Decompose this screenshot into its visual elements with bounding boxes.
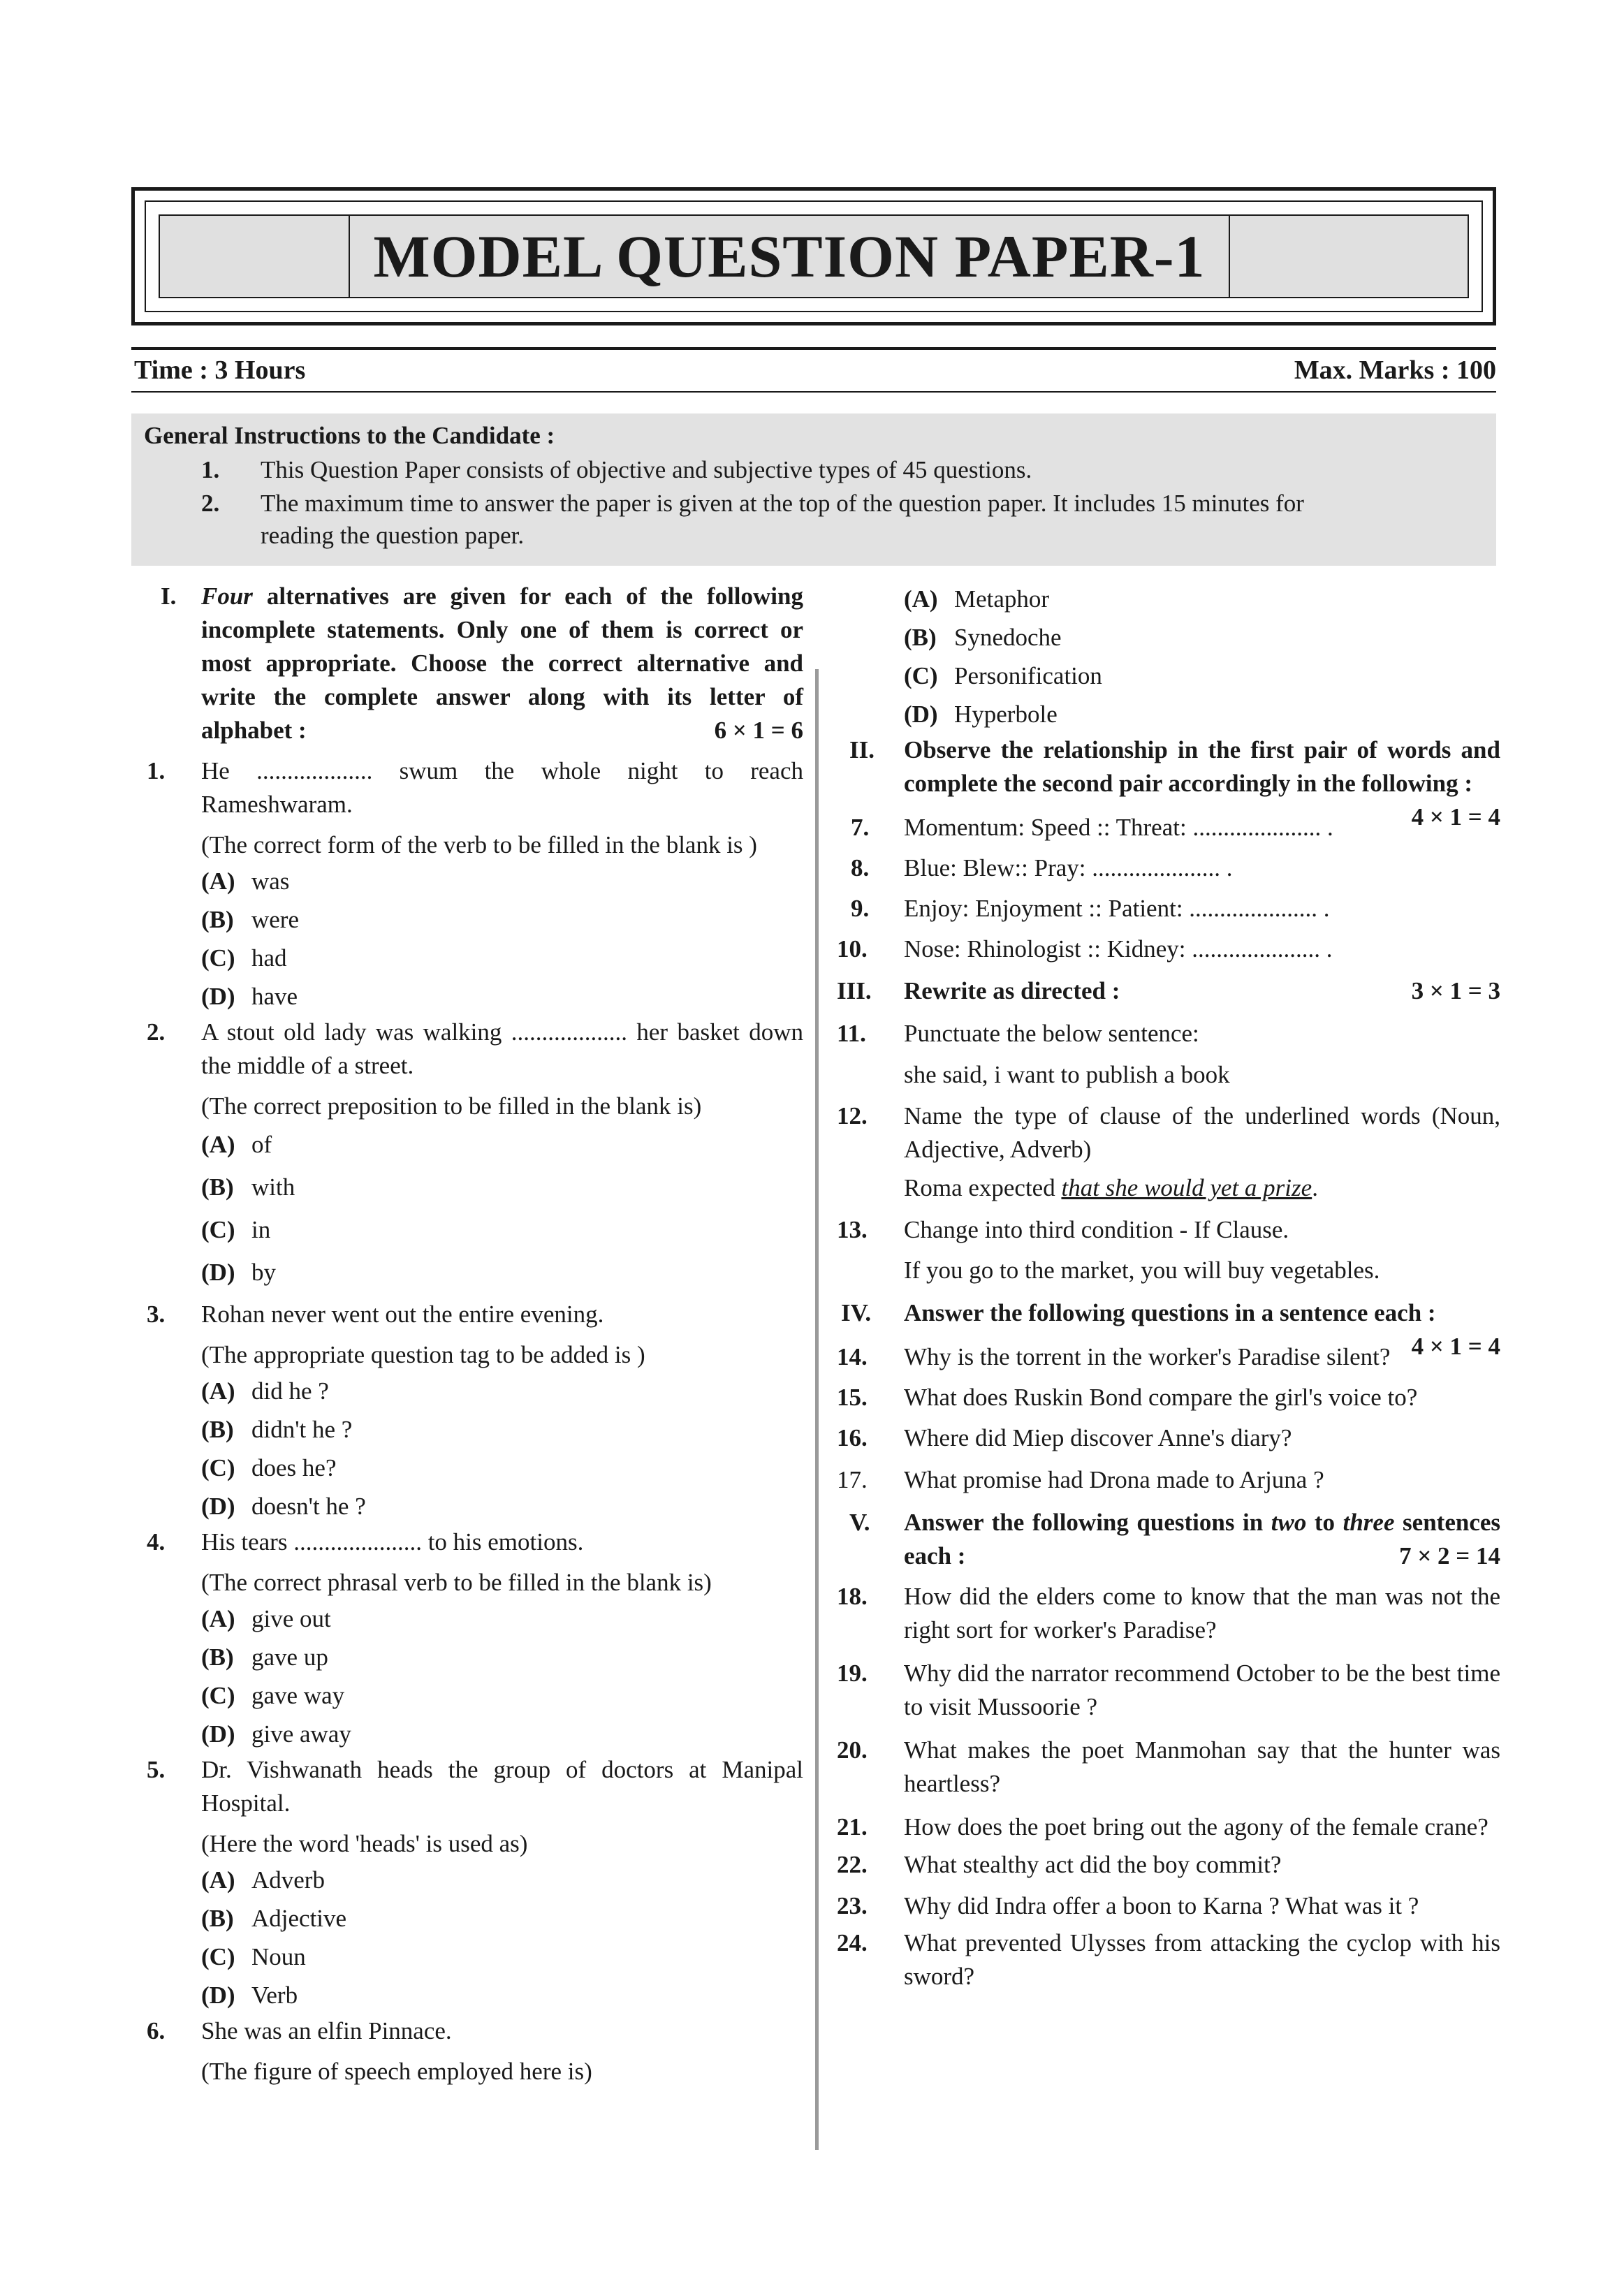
underlined-clause: that she would yet a prize [1061, 1174, 1312, 1201]
option-letter: (A) [201, 1377, 235, 1405]
question-number: 18. [837, 1583, 868, 1610]
question-11 [837, 1013, 1500, 1055]
option [201, 1410, 803, 1449]
option-text: Personification [954, 662, 1102, 689]
section-heading [147, 580, 803, 747]
question-number: 3. [147, 1301, 166, 1328]
section-number: IV. [841, 1299, 872, 1326]
question-15 [837, 1377, 1500, 1418]
option [201, 1166, 803, 1208]
section-marks: 4 × 1 = 4 [1411, 803, 1500, 830]
question-text: Blue: Blew:: Pray: ..................... . [904, 854, 1233, 881]
question-text: What stealthy act did the boy commit? [904, 1851, 1282, 1878]
question-22 [837, 1844, 1500, 1886]
section-marks: 6 × 1 = 6 [714, 717, 803, 744]
option [201, 939, 803, 977]
option-letter: (A) [201, 1866, 235, 1894]
question-note: she said, i want to publish a book [904, 1061, 1230, 1088]
question-note: (The correct phrasal verb to be filled in the blank is) [201, 1569, 712, 1596]
question-number: 15. [837, 1384, 868, 1411]
option [201, 1487, 803, 1525]
option [201, 1208, 803, 1251]
section-number: I. [161, 583, 177, 610]
section-lead-italic: Four [201, 583, 253, 610]
question-17 [837, 1458, 1500, 1502]
question-text: Where did Miep discover Anne's diary? [904, 1424, 1292, 1451]
question-note: (Here the word 'heads' is used as) [201, 1830, 528, 1857]
question-note: (The correct preposition to be filled in the blank is) [201, 1092, 702, 1120]
question-number: 1. [147, 757, 166, 784]
option-letter: (B) [201, 1905, 234, 1932]
option-text: doesn't he ? [251, 1493, 366, 1520]
section-text: Answer the following questions in [904, 1509, 1264, 1536]
question-14 [837, 1337, 1500, 1377]
question-note: (The appropriate question tag to be added is ) [201, 1341, 645, 1368]
instruction-number: 2. [201, 490, 220, 517]
section-text: alternatives are given for each of the following incomplete statements. Only one of them is correct or most appropriate. Choose the correct alternative and write the complete answer along with its letter of alphabet : [201, 583, 803, 744]
option-text: with [251, 1173, 295, 1201]
option-letter: (D) [201, 983, 235, 1010]
question-text: What prevented Ulysses from attacking the cyclop with his sword? [904, 1929, 1500, 1990]
question-note: (The correct form of the verb to be filled in the blank is ) [201, 831, 757, 858]
option-letter: (D) [201, 1259, 235, 1286]
question-23 [837, 1886, 1500, 1926]
option-letter: (C) [201, 1682, 235, 1709]
option-text: gave up [251, 1644, 328, 1671]
section-heading [837, 969, 1500, 1013]
question-text: His tears ..................... to his emotions. [201, 1528, 584, 1555]
question-number: 19. [837, 1660, 868, 1687]
option [904, 695, 1500, 733]
max-marks-label: Max. Marks : 100 [1294, 356, 1496, 385]
question-number: 23. [837, 1892, 868, 1919]
meta-top-rule [131, 347, 1496, 350]
title-cell [349, 214, 1230, 298]
option-text: in [251, 1216, 271, 1243]
left-column [147, 580, 803, 2088]
instructions-box [131, 413, 1496, 566]
question-text: Momentum: Speed :: Threat: ..................... . [904, 814, 1333, 841]
option [201, 1599, 803, 1638]
question-text: A stout old lady was walking ................... her basket down the middle of a street. [201, 1018, 803, 1079]
question-text: What makes the poet Manmohan say that the hunter was heartless? [904, 1736, 1500, 1797]
question-number: 21. [837, 1813, 868, 1840]
option-letter: (C) [904, 662, 938, 689]
question-number: 20. [837, 1736, 868, 1764]
title-frame-inner [145, 200, 1483, 312]
question-10 [837, 929, 1500, 969]
option-text: Hyperbole [954, 701, 1058, 728]
question-12 [837, 1099, 1500, 1166]
question-number: 14. [837, 1343, 868, 1370]
question-number: 7. [851, 814, 870, 841]
option [201, 1715, 803, 1753]
question-21 [837, 1810, 1500, 1844]
instruction-text: The maximum time to answer the paper is given at the top of the question paper. It includes 15 minutes for [261, 490, 1304, 517]
section-marks: 4 × 1 = 4 [1411, 1333, 1500, 1360]
question-1 [147, 754, 803, 821]
question-9 [837, 888, 1500, 929]
question-5 [147, 1753, 803, 1820]
note-text: . [1312, 1174, 1318, 1201]
option-letter: (A) [201, 1605, 235, 1632]
option-letter: (C) [201, 944, 235, 972]
option-text: had [251, 944, 287, 972]
option [201, 1372, 803, 1410]
question-text: He ................... swum the whole night to reach Rameshwaram. [201, 757, 803, 818]
section-text: to [1314, 1509, 1336, 1536]
option-text: gave way [251, 1682, 345, 1709]
section-text-italic: three [1343, 1509, 1395, 1536]
question-note: If you go to the market, you will buy vegetables. [904, 1257, 1380, 1284]
section-marks: 7 × 2 = 14 [1399, 1542, 1500, 1569]
option-text: does he? [251, 1454, 337, 1481]
question-number: 5. [147, 1756, 166, 1783]
option-text: didn't he ? [251, 1416, 353, 1443]
column-divider [815, 669, 819, 2150]
note-text: Roma expected [904, 1174, 1062, 1201]
question-text: Enjoy: Enjoyment :: Patient: ..................... . [904, 895, 1330, 922]
question-18 [837, 1580, 1500, 1647]
option-text: of [251, 1131, 272, 1158]
section-heading [837, 1506, 1500, 1573]
option [201, 1938, 803, 1976]
section-number: III. [837, 977, 872, 1004]
option [201, 900, 803, 939]
section-text: Answer the following questions in a sentence each : [904, 1299, 1436, 1326]
option-text: was [251, 868, 290, 895]
option [201, 1899, 803, 1938]
question-note: (The figure of speech employed here is) [201, 2058, 592, 2085]
question-text: She was an elfin Pinnace. [201, 2017, 452, 2044]
meta-bottom-rule [131, 391, 1496, 393]
title-band [159, 214, 1469, 298]
option-letter: (C) [201, 1454, 235, 1481]
question-number: 17. [837, 1466, 868, 1493]
option-text: Adverb [251, 1866, 325, 1894]
page-title: MODEL QUESTION PAPER-1 [373, 223, 1206, 290]
option-letter: (B) [904, 624, 937, 651]
section-number: II. [849, 736, 875, 763]
option [904, 580, 1500, 618]
question-number: 16. [837, 1424, 868, 1451]
question-7 [837, 807, 1500, 848]
option [201, 1251, 803, 1294]
option-letter: (B) [201, 1416, 234, 1443]
option-letter: (B) [201, 906, 234, 933]
instruction-number: 1. [201, 456, 220, 483]
question-text: Name the type of clause of the underlined words (Noun, Adjective, Adverb) [904, 1102, 1500, 1163]
option-text: Verb [251, 1982, 298, 2009]
option [201, 1861, 803, 1899]
option-text: Adjective [251, 1905, 347, 1932]
question-20 [837, 1734, 1500, 1801]
question-number: 6. [147, 2017, 166, 2044]
option-text: Metaphor [954, 585, 1050, 613]
instruction-text: reading the question paper. [261, 522, 525, 549]
question-number: 10. [837, 935, 868, 962]
question-text: How does the poet bring out the agony of the female crane? [904, 1813, 1488, 1840]
question-note [904, 1166, 1500, 1210]
option-text: Noun [251, 1943, 306, 1970]
question-number: 11. [837, 1020, 866, 1047]
section-text: sentences each : [904, 1509, 1501, 1569]
question-19 [837, 1657, 1500, 1724]
option-letter: (D) [201, 1982, 235, 2009]
option-letter: (A) [201, 868, 235, 895]
question-text: How did the elders come to know that the man was not the right sort for worker's Paradise? [904, 1583, 1500, 1644]
question-text: Punctuate the below sentence: [904, 1020, 1199, 1047]
section-text: Observe the relationship in the first pair of words and complete the second pair accordingly in the following : [904, 736, 1500, 797]
question-number: 13. [837, 1216, 868, 1243]
question-number: 2. [147, 1018, 166, 1046]
question-4 [147, 1525, 803, 1559]
question-6 [147, 2014, 803, 2048]
option-letter: (D) [201, 1720, 235, 1748]
option-letter: (B) [201, 1173, 234, 1201]
option-text: by [251, 1259, 276, 1286]
option [201, 1976, 803, 2014]
question-number: 12. [837, 1102, 868, 1129]
title-frame [131, 187, 1496, 325]
section-text-italic: two [1271, 1509, 1307, 1536]
section-text: Rewrite as directed : [904, 977, 1120, 1004]
question-8 [837, 848, 1500, 888]
option-text: Synedoche [954, 624, 1062, 651]
time-label: Time : 3 Hours [134, 356, 306, 385]
question-text: Rohan never went out the entire evening. [201, 1301, 604, 1328]
question-text: Change into third condition - If Clause. [904, 1216, 1289, 1243]
option [904, 657, 1500, 695]
option-text: give out [251, 1605, 331, 1632]
option [201, 977, 803, 1016]
question-number: 9. [851, 895, 870, 922]
option-letter: (A) [201, 1131, 235, 1158]
question-number: 24. [837, 1929, 868, 1956]
question-text: Why did Indra offer a boon to Karna ? What was it ? [904, 1892, 1419, 1919]
question-number: 4. [147, 1528, 166, 1555]
question-text: Nose: Rhinologist :: Kidney: ..................... . [904, 935, 1333, 962]
question-number: 22. [837, 1851, 868, 1878]
option [201, 862, 803, 900]
question-text: What does Ruskin Bond compare the girl's voice to? [904, 1384, 1418, 1411]
option [201, 1449, 803, 1487]
question-text: Why did the narrator recommend October to be the best time to visit Mussoorie ? [904, 1660, 1500, 1720]
option-letter: (A) [904, 585, 938, 613]
option [201, 1123, 803, 1166]
option [201, 1676, 803, 1715]
option-text: have [251, 983, 298, 1010]
option-letter: (D) [904, 701, 938, 728]
option-letter: (D) [201, 1493, 235, 1520]
option-letter: (C) [201, 1216, 235, 1243]
question-text: What promise had Drona made to Arjuna ? [904, 1466, 1324, 1493]
option-letter: (B) [201, 1644, 234, 1671]
question-number: 8. [851, 854, 870, 881]
question-text: Dr. Vishwanath heads the group of doctors at Manipal Hospital. [201, 1756, 803, 1817]
question-13 [837, 1210, 1500, 1250]
option-text: give away [251, 1720, 351, 1748]
question-16 [837, 1418, 1500, 1458]
question-2 [147, 1016, 803, 1083]
option-text: did he ? [251, 1377, 329, 1405]
option [201, 1638, 803, 1676]
question-24 [837, 1926, 1500, 1993]
instruction-text: This Question Paper consists of objective and subjective types of 45 questions. [261, 456, 1032, 483]
option-text: were [251, 906, 300, 933]
option [904, 618, 1500, 657]
question-3 [147, 1298, 803, 1331]
option-letter: (C) [201, 1943, 235, 1970]
instructions-heading: General Instructions to the Candidate : [144, 422, 555, 449]
section-marks: 3 × 1 = 3 [1411, 977, 1500, 1004]
right-column [837, 580, 1500, 1993]
question-text: Why is the torrent in the worker's Paradise silent? [904, 1343, 1391, 1370]
section-number: V. [849, 1509, 870, 1536]
